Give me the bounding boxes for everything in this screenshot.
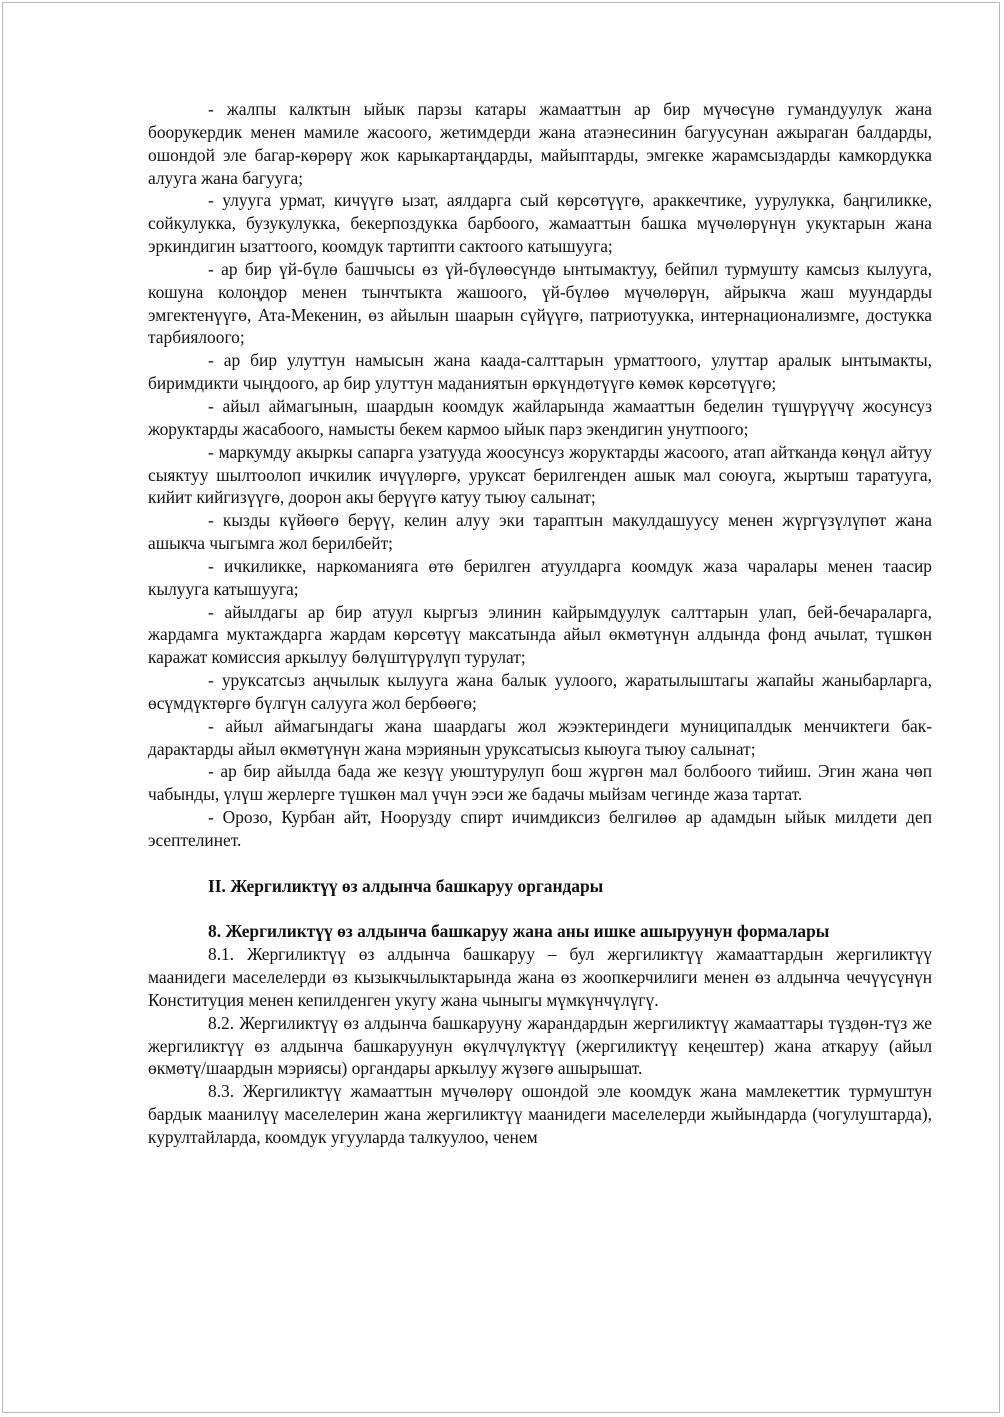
bullet-paragraph: - ар бир улуттун намысын жана каада-салттарын урматтоого, улуттар аралык ынтымакты, биримдикти чыңдоого, ар бир улуттун маданиятын өркүндөтүүгө көмөк көрсөтүүгө; [148,350,932,394]
section-heading: II. Жергиликтүү өз алдынча башкаруу органдары [208,875,604,896]
article-heading: 8. Жергиликтүү өз алдынча башкаруу жана аны ишке ашыруунун формалары [208,921,830,942]
bullet-paragraph: - кызды күйөөгө берүү, келин алуу эки тараптын макулдашуусу менен жүргүзүлүпөт жана ашыкча чыгымга жол берилбейт; [148,510,932,554]
article-paragraph: 8.1. Жергиликтүү өз алдынча башкаруу – бул жергиликтүү жамааттардын жергиликтүү маанидеги маселелерди өз кызыкчылыктарында жана өз жоопкерчилиги менен өз алдынча чечүүсүнүн Конституция менен кепилденген укугу жана чыныгы мүмкүнчүлүгү. [148,944,932,1010]
bullet-paragraph: - айыл аймагындагы жана шаардагы жол жээктериндеги муниципалдык менчиктеги бак-дарактарды айыл өкмөтүнүн жана мэриянын уруксатысыз кыюуга тыюу салынат; [148,715,932,759]
vertical-spacer [148,898,932,921]
bullet-paragraph: - айыл аймагынын, шаардын коомдук жайларында жамааттын беделин түшүрүүчү жосунсуз жоруктарды жасабоого, намысты бекем кармоо ыйык парз экендигин унутпоого; [148,395,932,439]
article-paragraph: 8.3. Жергиликтүү жамааттын мүчөлөрү ошондой эле коомдук жана мамлекеттик турмуштун бардык маанилүү маселелерин жана жергиликтүү маанидеги маселелерди жыйындарда (чогулуштарда), курултайларда, коомдук угууларда талкуулоо, ченем [148,1081,932,1147]
bullet-paragraph: - маркумду акыркы сапарга узатууда жоосунсуз жоруктарды жасоого, атап айтканда көңүл айтуу сыяктуу шылтоолоп ичкилик ичүүлөргө, уруксат берилгенден ашык мал союуга, жыртыш таратууга, кийит кийгизүүгө, доорон акы берүүгө катуу тыюу салынат; [148,441,932,508]
document-page [2,2,1000,1413]
bullet-paragraph: - ар бир айылда бада же кезүү уюштурулуп бош жүргөн мал болбоого тийиш. Эгин жана чөп чабынды, үлүш жерлерге түшкөн мал үчүн ээси же бадачы мыйзам чегинде жаза тартат. [148,761,932,805]
bullet-paragraph: - уруксатсыз аңчылык кылууга жана балык уулоого, жаратылыштагы жапайы жаныбарларга, өсүмдүктөргө бүлгүн салууга жол бербөөгө; [148,670,932,713]
bullet-paragraph: - ар бир үй-бүлө башчысы өз үй-бүлөөсүндө ынтымактуу, бейпил турмушту камсыз кылууга, кошуна колоңдор менен тынчтыкта жашоого, үй-бүлөө мүчөлөрүн, айрыкча жаш муундарды эмгектенүүгө, Ата-Мекенин, өз айылын шаарын сүйүүгө, патриотуукка, интернационализмге, достукка тарбиялоого; [148,258,932,348]
article-paragraph: 8.2. Жергиликтүү өз алдынча башкарууну жарандардын жергиликтүү жамааттары түздөн-түз же жергиликтүү өз алдынча башкаруунун өкүлчүлүктүү (жергиликтүү кеңештер) жана аткаруу (айыл өкмөтү/шаардын мэриясы) органдары аркылуу жүзөгө ашырышат. [148,1012,932,1079]
vertical-spacer [148,852,932,875]
document-body [148,98,932,1149]
bullet-paragraph: - жалпы калктын ыйык парзы катары жамааттын ар бир мүчөсүнө гумандуулук жана боорукердик менен мамиле жасоого, жетимдерди жана атаэнесинин багуусунан ажыраган балдарды, ошондой эле багар-көрөрү жок карыкартаңдарды, майыптарды, эмгекке жарамсыздарды камкордукка алууга жана багууга; [148,99,932,188]
bullet-paragraph: - айылдагы ар бир атуул кыргыз элинин кайрымдуулук салттарын улап, бей-бечараларга, жардамга муктаждарга жардам көрсөтүү максатында айыл өкмөтүнүн алдында фонд ачылат, түшкөн каражат комиссия аркылуу бөлүштүрүлүп турулат; [148,601,932,668]
bullet-paragraph: - ичкиликке, наркоманияга өтө берилген атуулдарга коомдук жаза чаралары менен таасир кылууга катышууга; [148,555,932,599]
bullet-paragraph: - Орозо, Курбан айт, Ноорузду спирт ичимдиксиз белгилөө ар адамдын ыйык милдети деп эсептелинет. [148,807,932,850]
bullet-paragraph: - улууга урмат, кичүүгө ызат, аялдарга сый көрсөтүүгө, араккечтике, уурулукка, баңгиликке, сойкулукка, бузукулукка, бекерпоздукка барбоого, жамааттын башка мүчөлөрүнүн укуктарын жана эркиндигин ызаттоого, коомдук тартипти сактоого катышууга; [148,190,932,257]
